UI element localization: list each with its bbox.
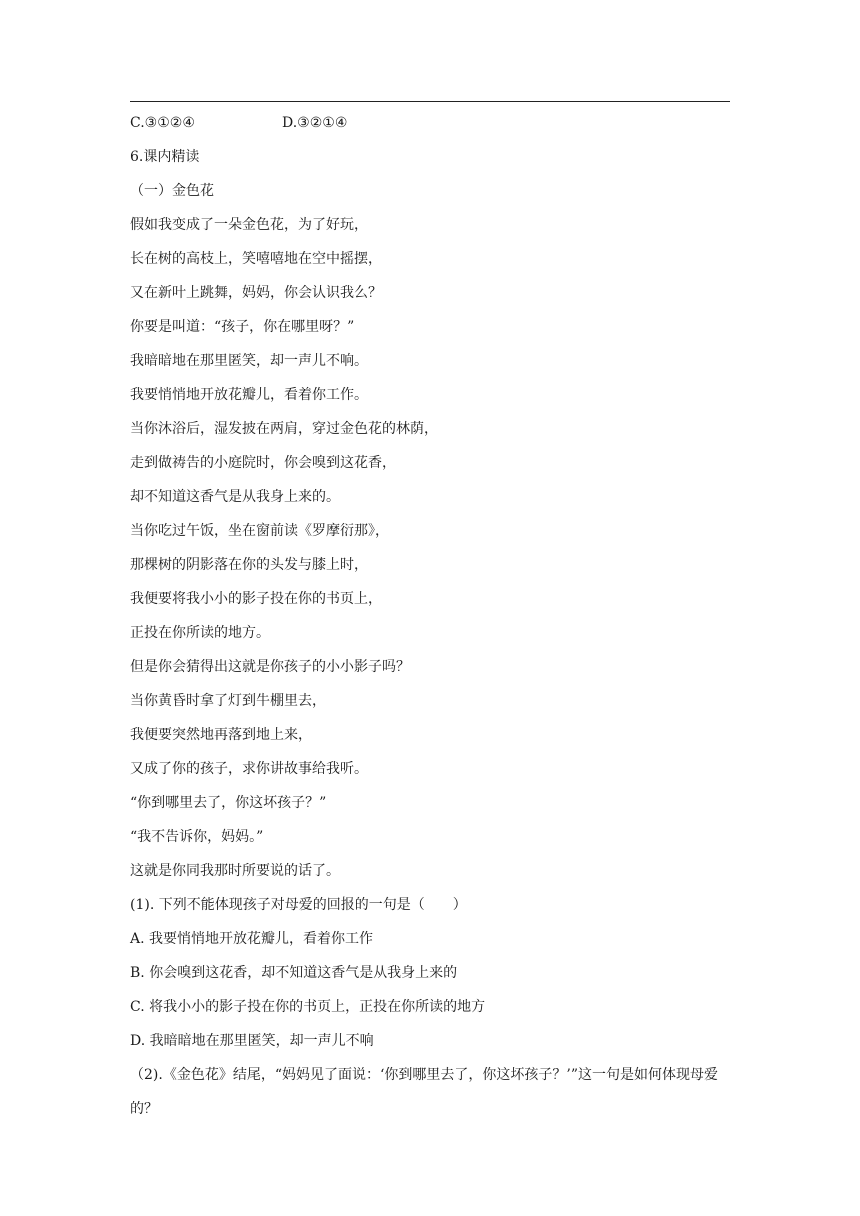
poem-line: 长在树的高枝上，笑嘻嘻地在空中摇摆，: [130, 251, 382, 267]
document-body: [130, 106, 730, 1126]
poem-line: 这就是你同我那时所要说的话了。: [130, 863, 340, 879]
poem-line: 当你吃过午饭，坐在窗前读《罗摩衍那》，: [130, 523, 389, 539]
option-d: D.③②①④: [282, 115, 348, 131]
poem-line: 正投在你所读的地方。: [130, 625, 270, 641]
poem-line: 走到做祷告的小庭院时，你会嗅到这花香，: [130, 455, 396, 471]
poem-line: 我暗暗地在那里匿笑，却一声儿不响。: [130, 353, 368, 369]
poem-line: “我不告诉你，妈妈。”: [130, 829, 264, 845]
poem-line: 当你沐浴后，湿发披在两肩，穿过金色花的林荫，: [130, 421, 438, 437]
poem-line: 却不知道这香气是从我身上来的。: [130, 489, 340, 505]
option-c: C.③①②④: [130, 115, 195, 131]
question-1-choice-c: C. 将我小小的影子投在你的书页上，正投在你所读的地方: [130, 999, 486, 1015]
section-heading: 6.课内精读: [130, 149, 200, 165]
poem-line: 又在新叶上跳舞，妈妈，你会认识我么？: [130, 285, 382, 301]
question-2-stem: （2).《金色花》结尾，“妈妈见了面说：‘你到哪里去了，你这坏孩子？’”这一句是如何体现母爱的？: [130, 1067, 719, 1117]
poem-line: 我便要突然地再落到地上来，: [130, 727, 312, 743]
question-2: [130, 1058, 730, 1126]
poem-line: 我便要将我小小的影子投在你的书页上，: [130, 591, 382, 607]
options-row: [130, 106, 730, 140]
question-1-choice-b: B. 你会嗅到这花香，却不知道这香气是从我身上来的: [130, 965, 458, 981]
poem-title: （一）金色花: [130, 183, 214, 199]
poem: [130, 208, 730, 888]
poem-line: “你到哪里去了，你这坏孩子？”: [130, 795, 327, 811]
poem-line: 但是你会猜得出这就是你孩子的小小影子吗？: [130, 659, 410, 675]
question-1-choice-d: D. 我暗暗地在那里匿笑，却一声儿不响: [130, 1033, 374, 1049]
poem-line: 又成了你的孩子，求你讲故事给我听。: [130, 761, 368, 777]
header-rule: [130, 101, 730, 102]
poem-line: 当你黄昏时拿了灯到牛棚里去，: [130, 693, 326, 709]
poem-line: 你要是叫道：“孩子，你在哪里呀？”: [130, 319, 355, 335]
question-1-choice-a: A. 我要悄悄地开放花瓣儿，看着你工作: [130, 931, 374, 947]
poem-line: 那棵树的阴影落在你的头发与膝上时，: [130, 557, 368, 573]
question-1: [130, 888, 730, 1058]
poem-line: 假如我变成了一朵金色花，为了好玩，: [130, 217, 368, 233]
poem-line: 我要悄悄地开放花瓣儿，看着你工作。: [130, 387, 368, 403]
question-1-stem: (1). 下列不能体现孩子对母爱的回报的一句是（ ）: [130, 897, 467, 913]
